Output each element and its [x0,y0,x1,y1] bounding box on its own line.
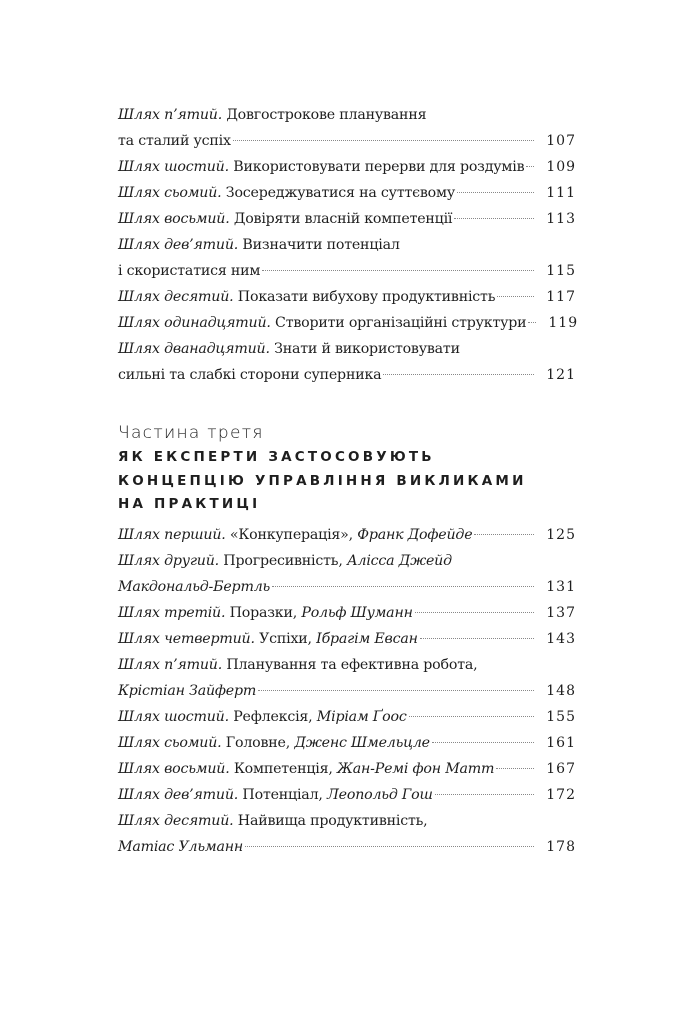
toc-entry-line [118,808,576,834]
text-segment: Планування та ефективна робота, [222,657,478,673]
italic-segment: Шлях одинадцятий. [118,315,271,331]
italic-segment: Шлях дев’ятий. [118,237,239,253]
toc-entry-text [118,574,270,600]
italic-segment: Шлях дев’ятий. [118,787,239,803]
toc-entry[interactable] [118,102,576,154]
text-segment: Довгострокове планування [222,107,427,123]
page-number: 109 [546,159,577,175]
toc-entry-line [118,574,576,600]
toc-entry-text [118,548,452,574]
italic-segment: Крістіан Зайферт [118,683,257,699]
toc-entry[interactable] [118,704,576,730]
toc-entry-line [118,310,579,336]
page-number: 167 [546,761,576,777]
italic-segment: Шлях восьмий. [118,211,230,227]
toc-entry-text [118,834,243,860]
toc-entry[interactable] [118,730,576,756]
italic-segment: Шлях десятий. [118,289,234,305]
toc-entry-text [118,154,524,180]
toc-entry-text [118,782,433,808]
page-number: 131 [546,579,576,595]
page-number: 155 [546,709,576,725]
page-number: 137 [546,605,576,621]
toc-entry[interactable] [118,180,576,206]
toc-entry-line [118,548,576,574]
italic-segment: Шлях дванадцятий. [118,341,270,357]
toc-entry-text [118,362,381,388]
italic-segment: Шлях п’ятий. [118,657,223,673]
text-segment: Рефлексія, [228,709,317,725]
toc-entry-text [118,522,472,548]
dot-leader [435,794,535,795]
toc-entry[interactable] [118,206,576,232]
italic-segment: Дженс Шмельцле [294,735,430,751]
text-segment: Знати й використовувати [269,341,460,357]
italic-segment: Франк Дофейде [357,527,473,543]
toc-entry[interactable] [118,652,576,704]
toc-entry-text [118,232,400,258]
toc-part-three [118,522,576,860]
toc-entry[interactable] [118,154,576,180]
toc-entry-line [118,336,576,362]
text-segment: Використовувати перерви для роздумів [228,159,525,175]
text-segment: Прогресивність, [219,553,347,569]
text-segment: і скористатися ним [118,263,261,279]
italic-segment: Леопольд Гош [327,787,433,803]
text-segment: «Конкуперація», [225,527,358,543]
toc-entry-line [118,756,576,782]
toc-entry-line [118,362,576,388]
toc-entry-line [118,232,576,258]
italic-segment: Жан-Ремі фон Матт [337,761,495,777]
dot-leader [383,374,534,375]
text-segment: Визначити потенціал [238,237,400,253]
toc-entry-text [118,756,494,782]
italic-segment: Рольф Шуманн [301,605,413,621]
page-number: 117 [546,289,576,305]
dot-leader [496,768,534,769]
text-segment: Створити організаційні структури [270,315,527,331]
dot-leader [233,140,534,141]
text-segment: Довіряти власній компетенції [229,211,453,227]
italic-segment: Шлях перший. [118,527,226,543]
page-number: 119 [548,315,579,331]
dot-leader [409,716,535,717]
italic-segment: Шлях шостий. [118,159,229,175]
toc-entry-text [118,626,418,652]
toc-entry-text [118,284,495,310]
italic-segment: Макдональд-Бертль [118,579,271,595]
toc-entry-line [118,678,576,704]
dot-leader [454,218,534,219]
dot-leader [262,270,534,271]
text-segment: сильні та слабкі сторони суперника [118,367,382,383]
page-number: 107 [546,133,576,149]
italic-segment: Шлях третій. [118,605,226,621]
toc-entry-text [118,206,452,232]
page-number: 113 [546,211,576,227]
toc-entry-text [118,704,407,730]
page-number: 178 [546,839,576,855]
dot-leader [528,322,536,323]
text-segment: Зосереджуватися на суттєвому [221,185,455,201]
toc-entry-line [118,626,576,652]
italic-segment: Матіас Ульманн [118,839,244,855]
toc-entry-text [118,600,413,626]
text-segment: Успіхи, [254,631,317,647]
toc-entry-line [118,834,576,860]
text-segment: Поразки, [225,605,302,621]
dot-leader [474,534,534,535]
toc-entry-line [118,128,576,154]
toc-entry-line [118,730,576,756]
italic-segment: Шлях шостий. [118,709,229,725]
toc-entry[interactable] [118,232,576,284]
toc-entry-text [118,730,430,756]
toc-part-two-continued [118,102,579,388]
part-three-heading [118,421,527,517]
toc-entry[interactable] [118,626,576,652]
toc-entry[interactable] [118,756,576,782]
italic-segment: Ібрагім Евсан [316,631,418,647]
part-label: Частина третя [118,423,264,443]
toc-entry[interactable] [118,284,576,310]
italic-segment: Шлях восьмий. [118,761,230,777]
dot-leader [497,296,534,297]
dot-leader [245,846,534,847]
part-title-line: КОНЦЕПЦІЮ УПРАВЛІННЯ ВИКЛИКАМИ [118,472,527,489]
text-segment: Компетенція, [229,761,337,777]
dot-leader [526,166,534,167]
toc-entry-line [118,206,576,232]
dot-leader [432,742,534,743]
toc-entry-line [118,102,576,128]
toc-entry-text [118,678,256,704]
text-segment: Показати вибухову продуктивність [233,289,496,305]
text-segment: Потенціал, [238,787,328,803]
toc-entry-line [118,180,576,206]
toc-entry-text [118,336,460,362]
page-number: 111 [546,185,576,201]
italic-segment: Шлях десятий. [118,813,234,829]
page-number: 115 [546,263,576,279]
text-segment: Найвища продуктивність, [233,813,428,829]
toc-entry-line [118,258,576,284]
toc-entry[interactable] [118,522,576,548]
toc-entry[interactable] [118,808,576,860]
toc-entry-line [118,652,576,678]
part-title-line: ЯК ЕКСПЕРТИ ЗАСТОСОВУЮТЬ [118,449,435,465]
page-number: 121 [546,367,576,383]
toc-entry-line [118,284,576,310]
italic-segment: Шлях п’ятий. [118,107,223,123]
toc-entry[interactable] [118,336,576,388]
toc-entry-line [118,154,576,180]
toc-entry[interactable] [118,782,576,808]
toc-entry-line [118,782,576,808]
dot-leader [420,638,535,639]
page-number: 143 [546,631,576,647]
dot-leader [415,612,535,613]
italic-segment: Шлях сьомий. [118,185,222,201]
text-segment: Головне, [221,735,295,751]
toc-entry[interactable] [118,310,579,336]
text-segment: та сталий успіх [118,133,231,149]
toc-entry-text [118,808,427,834]
toc-entry-line [118,522,576,548]
toc-entry[interactable] [118,600,576,626]
page-number: 125 [546,527,576,543]
italic-segment: Алісса Джейд [346,553,452,569]
toc-entry-text [118,258,260,284]
dot-leader [272,586,534,587]
toc-entry-line [118,600,576,626]
dot-leader [258,690,534,691]
italic-segment: Шлях другий. [118,553,219,569]
toc-entry-line [118,704,576,730]
toc-entry-text [118,128,231,154]
page-number: 172 [546,787,576,803]
toc-entry[interactable] [118,548,576,600]
italic-segment: Міріам Ґоос [316,709,407,725]
toc-entry-text [118,180,455,206]
page-number: 148 [546,683,576,699]
italic-segment: Шлях сьомий. [118,735,222,751]
page-number: 161 [546,735,576,751]
toc-entry-text [118,310,526,336]
toc-entry-text [118,102,426,128]
italic-segment: Шлях четвертий. [118,631,255,647]
toc-entry-text [118,652,477,678]
dot-leader [457,192,534,193]
part-title-line: НА ПРАКТИЦІ [118,496,261,512]
